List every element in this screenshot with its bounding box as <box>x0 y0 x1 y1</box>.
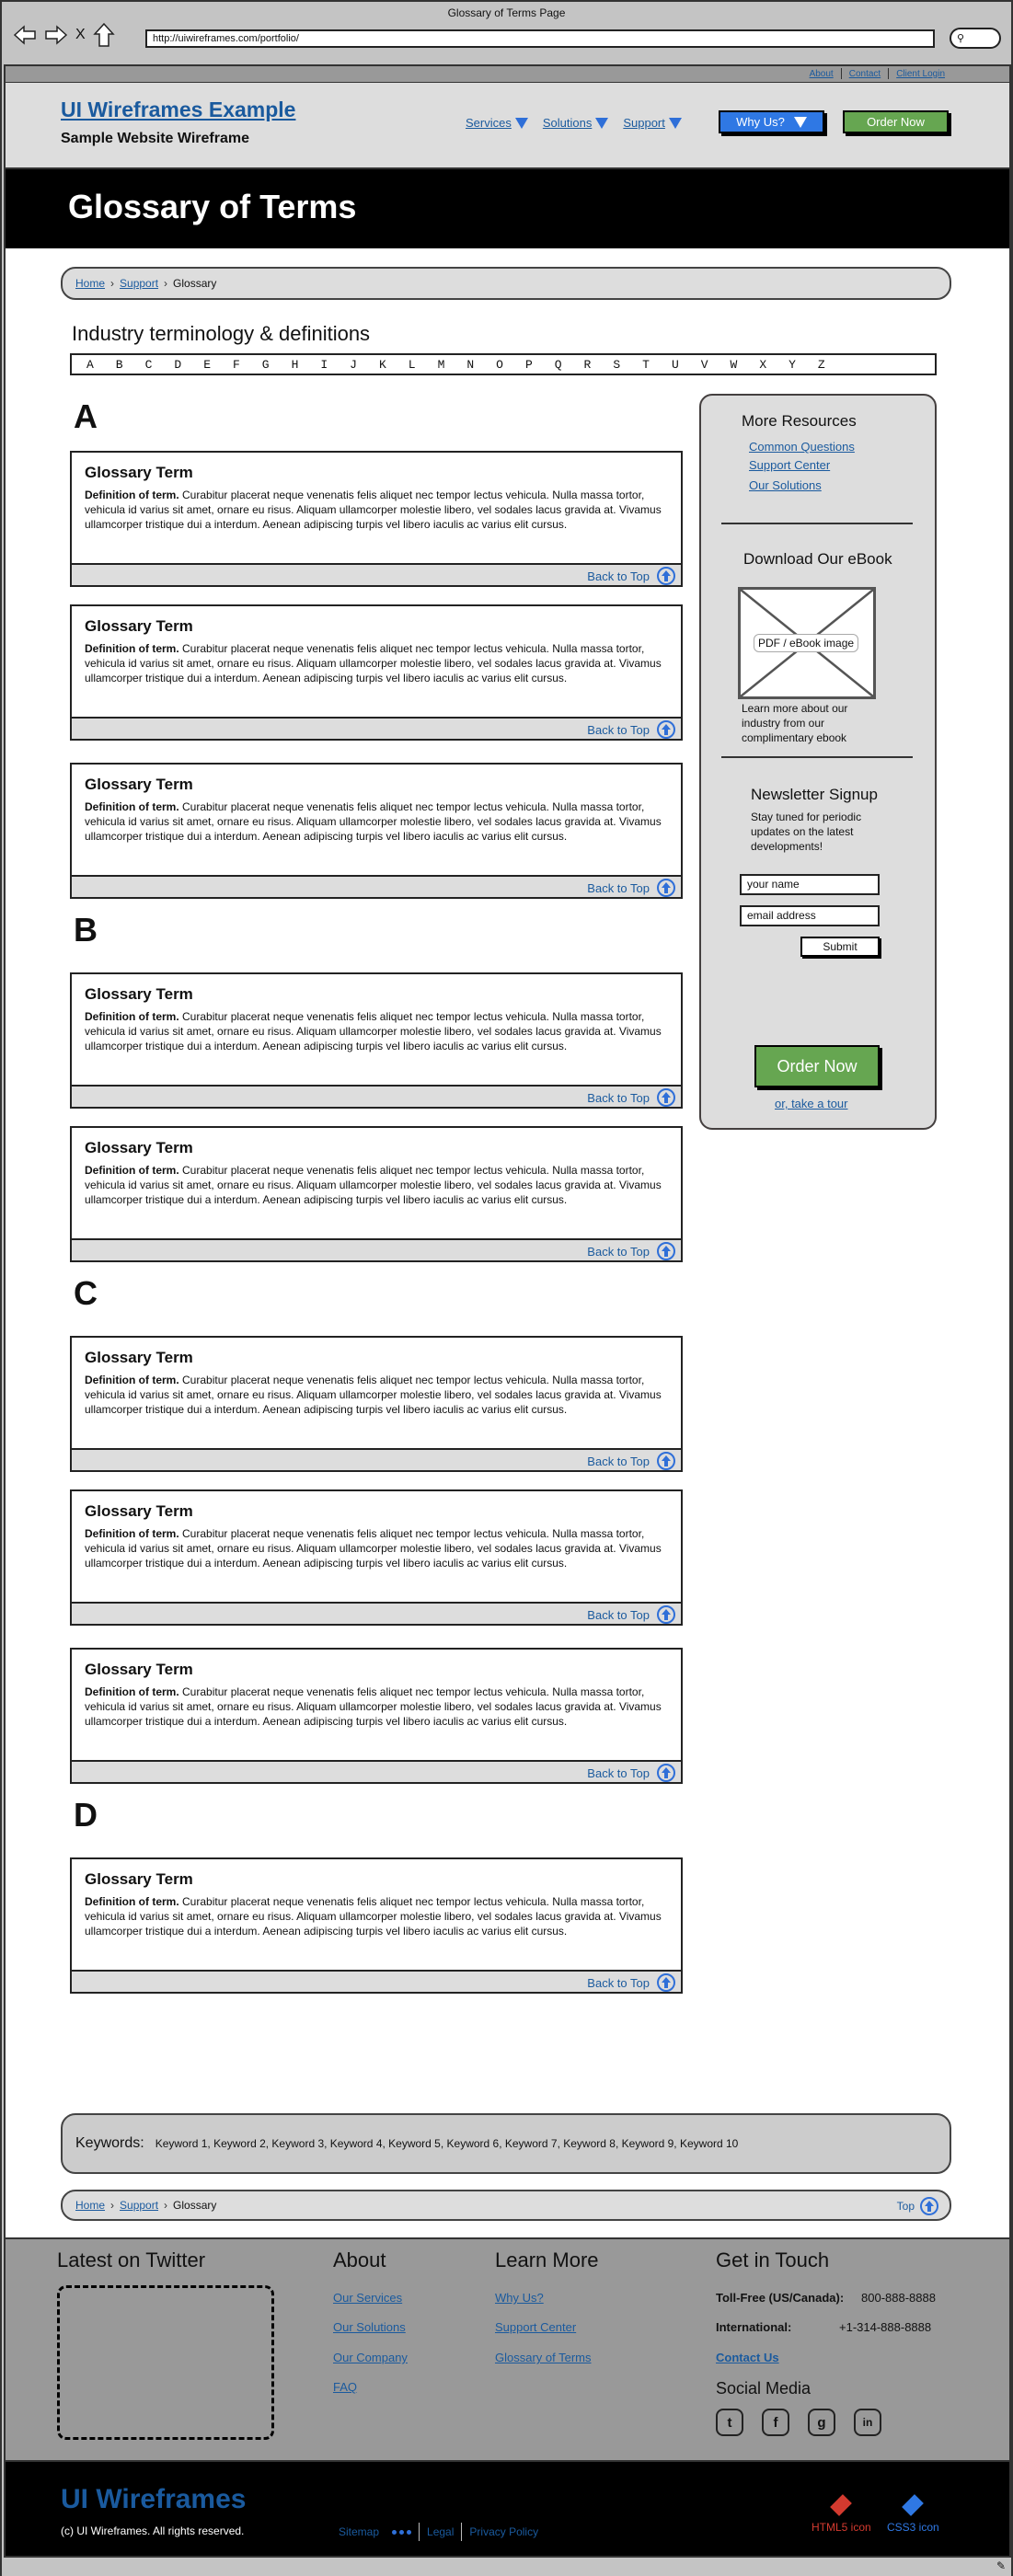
divider <box>841 68 842 79</box>
definition-label: Definition of term. <box>85 1685 179 1698</box>
term-definition <box>85 1894 673 1938</box>
alphabet-link-h[interactable]: H <box>291 357 299 372</box>
term-title: Glossary Term <box>85 464 193 481</box>
breadcrumb-home[interactable]: Home <box>75 277 106 290</box>
back-to-top-label: Back to Top <box>587 1765 650 1780</box>
term-title: Glossary Term <box>85 1502 193 1520</box>
card-footer <box>70 1602 683 1626</box>
browser-status-bar <box>2 2558 1011 2576</box>
back-to-top-link[interactable] <box>587 720 675 739</box>
divider <box>721 523 913 524</box>
section-letter-b: B <box>74 911 98 949</box>
sitemap-link[interactable]: Sitemap <box>339 2525 380 2538</box>
bottom-bar <box>6 2460 1009 2556</box>
section-letter-a: A <box>74 397 98 435</box>
glossary-card <box>70 1857 683 1994</box>
definition-label: Definition of term. <box>85 1374 179 1386</box>
html5-label: HTML5 icon <box>812 2521 871 2534</box>
utility-links <box>810 68 945 79</box>
back-to-top-label: Back to Top <box>587 880 650 895</box>
forward-arrow-icon[interactable] <box>44 24 68 46</box>
alphabet-link-w[interactable]: W <box>730 357 738 372</box>
order-now-button[interactable]: Order Now <box>843 110 949 133</box>
privacy-policy-link[interactable]: Privacy Policy <box>469 2525 539 2538</box>
arrow-up-icon <box>657 1452 675 1470</box>
alphabet-link-q[interactable]: Q <box>554 357 562 372</box>
alphabet-link-y[interactable]: Y <box>789 357 796 372</box>
ebook-image-label: PDF / eBook image <box>754 634 858 652</box>
social-icons <box>716 2409 881 2436</box>
css3-label: CSS3 icon <box>887 2521 939 2534</box>
utility-bar <box>6 66 1009 83</box>
keywords-label: Keywords: <box>75 2135 144 2151</box>
alphabet-link-g[interactable]: G <box>261 357 270 372</box>
term-definition <box>85 1526 673 1570</box>
resource-link-our-solutions[interactable]: Our Solutions <box>749 478 822 492</box>
arrow-up-icon <box>657 879 675 897</box>
definition-text: Curabitur placerat neque venenatis felis aliquet nec tempor lectus vehicula. Nulla massa tortor, vehicula id varius sit amet, ornare eu risus. Aliquam ullamcorper molestie libero, vel sodales lacus gravida at. Vivamus ullamcorper tristique dui a interdum. Aenean adipiscing turpis vel libero iaculis ac varius elit cursus. <box>85 642 662 684</box>
alphabet-link-x[interactable]: X <box>759 357 767 372</box>
breadcrumb-support[interactable]: Support <box>120 2199 159 2212</box>
site-tagline: Sample Website Wireframe <box>61 131 249 146</box>
international-label: International: <box>716 2320 792 2334</box>
legal-link[interactable]: Legal <box>427 2525 455 2538</box>
back-to-top-label: Back to Top <box>587 1607 650 1622</box>
arrow-up-icon <box>657 567 675 585</box>
alphabet-link-z[interactable]: Z <box>817 357 825 372</box>
divider <box>721 756 913 758</box>
back-to-top-link[interactable] <box>587 567 675 585</box>
browser-nav <box>13 22 115 48</box>
more-dots-icon <box>392 2530 411 2535</box>
term-title: Glossary Term <box>85 1139 193 1156</box>
arrow-up-icon <box>657 1242 675 1260</box>
main-nav <box>466 116 682 130</box>
ebook-image-placeholder[interactable] <box>738 587 876 699</box>
definition-text: Curabitur placerat neque venenatis felis aliquet nec tempor lectus vehicula. Nulla massa tortor, vehicula id varius sit amet, ornare eu risus. Aliquam ullamcorper molestie libero, vel sodales lacus gravida at. Vivamus ullamcorper tristique dui a interdum. Aenean adipiscing turpis vel libero iaculis ac varius elit cursus. <box>85 1010 662 1052</box>
card-footer <box>70 717 683 741</box>
why-us-label: Why Us? <box>736 115 785 129</box>
url-input[interactable]: http://uiwireframes.com/portfolio/ <box>145 29 935 48</box>
glossary-card <box>70 1648 683 1784</box>
arrow-up-icon <box>657 1088 675 1107</box>
glossary-card <box>70 763 683 899</box>
utility-link-client-login[interactable]: Client Login <box>896 68 945 79</box>
keywords-list: Keyword 1, Keyword 2, Keyword 3, Keyword 4, Keyword 5, Keyword 6, Keyword 7, Keyword 8, Keyword 9, Keyword 10 <box>155 2137 739 2150</box>
back-to-top-link[interactable] <box>587 1973 675 1992</box>
breadcrumb-home[interactable]: Home <box>75 2199 106 2212</box>
glossary-card <box>70 1489 683 1626</box>
chevron-right-icon: › <box>164 277 168 290</box>
breadcrumb-current: Glossary <box>173 277 217 290</box>
browser-search[interactable] <box>950 28 1001 49</box>
newsletter-description: Stay tuned for periodic updates on the latest developments! <box>751 811 862 853</box>
learn-more-title: Learn More <box>495 2248 599 2271</box>
css3-badge <box>887 2499 939 2534</box>
glossary-card <box>70 1126 683 1262</box>
alphabet-link-b[interactable]: B <box>115 357 123 372</box>
international-number: +1-314-888-8888 <box>839 2320 932 2334</box>
footer-link-support-center[interactable]: Support Center <box>495 2320 577 2334</box>
term-definition <box>85 1685 673 1729</box>
alphabet-link-r[interactable]: R <box>583 357 592 372</box>
term-definition <box>85 641 673 685</box>
back-to-top-label: Back to Top <box>587 1454 650 1468</box>
alphabet-link-l[interactable]: L <box>408 357 416 372</box>
definition-text: Curabitur placerat neque venenatis felis aliquet nec tempor lectus vehicula. Nulla massa tortor, vehicula id varius sit amet, ornare eu risus. Aliquam ullamcorper molestie libero, vel sodales lacus gravida at. Vivamus ullamcorper tristique dui a interdum. Aenean adipiscing turpis vel libero iaculis ac varius elit cursus. <box>85 1527 662 1570</box>
term-definition <box>85 1009 673 1053</box>
html5-badge <box>812 2499 871 2534</box>
back-to-top-label: Back to Top <box>587 569 650 583</box>
utility-link-about[interactable]: About <box>809 68 834 79</box>
copyright: (c) UI Wireframes. All rights reserved. <box>61 2524 245 2537</box>
arrow-up-icon <box>657 720 675 739</box>
newsletter-submit-button[interactable]: Submit <box>800 937 880 957</box>
sidebar <box>699 394 937 1130</box>
card-footer <box>70 563 683 587</box>
term-definition <box>85 1373 673 1417</box>
ebook-title: Download Our eBook <box>743 550 892 568</box>
card-footer <box>70 1085 683 1109</box>
alphabet-link-p[interactable]: P <box>524 357 533 372</box>
sidebar-order-now-button[interactable]: Order Now <box>754 1045 880 1087</box>
breadcrumb-current: Glossary <box>173 2199 217 2212</box>
contact-us-link[interactable]: Contact Us <box>716 2351 779 2364</box>
definition-text: Curabitur placerat neque venenatis felis aliquet nec tempor lectus vehicula. Nulla massa tortor, vehicula id varius sit amet, ornare eu risus. Aliquam ullamcorper molestie libero, vel sodales lacus gravida at. Vivamus ullamcorper tristique dui a interdum. Aenean adipiscing turpis vel libero iaculis ac varius elit cursus. <box>85 800 662 843</box>
card-footer <box>70 1760 683 1784</box>
name-input[interactable]: your name <box>740 874 880 895</box>
twitter-feed-placeholder <box>57 2285 274 2440</box>
definition-text: Curabitur placerat neque venenatis felis aliquet nec tempor lectus vehicula. Nulla massa tortor, vehicula id varius sit amet, ornare eu risus. Aliquam ullamcorper molestie libero, vel sodales lacus gravida at. Vivamus ullamcorper tristique dui a interdum. Aenean adipiscing turpis vel libero iaculis ac varius elit cursus. <box>85 1685 662 1728</box>
email-input[interactable]: email address <box>740 905 880 926</box>
bottom-links <box>339 2523 538 2541</box>
back-to-top-label: Back to Top <box>587 1975 650 1990</box>
resize-grip-icon[interactable]: ✎ <box>996 2559 1006 2572</box>
keywords-box <box>61 2113 951 2174</box>
newsletter-title: Newsletter Signup <box>751 786 878 803</box>
alphabet-link-j[interactable]: J <box>350 357 357 372</box>
nav-services-label[interactable]: Services <box>466 116 512 130</box>
footer-link-our-solutions[interactable]: Our Solutions <box>333 2320 406 2334</box>
term-definition <box>85 1163 673 1207</box>
resource-link-support-center[interactable]: Support Center <box>749 458 831 472</box>
definition-label: Definition of term. <box>85 642 179 655</box>
tollfree-label: Toll-Free (US/Canada): <box>716 2291 845 2305</box>
definition-text: Curabitur placerat neque venenatis felis aliquet nec tempor lectus vehicula. Nulla massa tortor, vehicula id varius sit amet, ornare eu risus. Aliquam ullamcorper molestie libero, vel sodales lacus gravida at. Vivamus ullamcorper tristique dui a interdum. Aenean adipiscing turpis vel libero iaculis ac varius elit cursus. <box>85 1374 662 1416</box>
take-a-tour-link[interactable]: or, take a tour <box>775 1097 848 1110</box>
top-label: Top <box>896 2200 915 2213</box>
alphabet-link-o[interactable]: O <box>496 357 503 372</box>
divider <box>888 68 889 79</box>
web-page <box>4 64 1011 2558</box>
term-definition <box>85 799 673 844</box>
definition-text: Curabitur placerat neque venenatis felis aliquet nec tempor lectus vehicula. Nulla massa tortor, vehicula id varius sit amet, ornare eu risus. Aliquam ullamcorper molestie libero, vel sodales lacus gravida at. Vivamus ullamcorper tristique dui a interdum. Aenean adipiscing turpis vel libero iaculis ac varius elit cursus. <box>85 1164 662 1206</box>
alphabet-link-k[interactable]: K <box>378 357 386 372</box>
site-logo-link[interactable]: UI Wireframes Example <box>61 98 296 121</box>
chevron-right-icon: › <box>110 277 115 290</box>
definition-label: Definition of term. <box>85 1164 179 1177</box>
arrow-up-icon <box>920 2197 938 2215</box>
search-icon: ⚲ <box>957 33 965 44</box>
dropdown-arrow-icon <box>794 117 807 128</box>
footer-link-faq[interactable]: FAQ <box>333 2380 358 2394</box>
definition-text: Curabitur placerat neque venenatis felis aliquet nec tempor lectus vehicula. Nulla massa tortor, vehicula id varius sit amet, ornare eu risus. Aliquam ullamcorper molestie libero, vel sodales lacus gravida at. Vivamus ullamcorper tristique dui a interdum. Aenean adipiscing turpis vel libero iaculis ac varius elit cursus. <box>85 489 662 531</box>
definition-label: Definition of term. <box>85 489 179 501</box>
nav-support-label[interactable]: Support <box>623 116 665 130</box>
contact-title: Get in Touch <box>716 2248 830 2271</box>
dropdown-arrow-icon <box>515 118 528 129</box>
footer-logo: UI Wireframes <box>61 2484 247 2514</box>
css3-icon <box>902 2494 924 2516</box>
alphabet-link-i[interactable]: I <box>320 357 328 372</box>
card-footer <box>70 1970 683 1994</box>
arrow-up-icon <box>657 1605 675 1624</box>
definition-label: Definition of term. <box>85 1010 179 1023</box>
ebook-description: Learn more about our industry from our complimentary ebook <box>742 702 848 744</box>
bottom-breadcrumb <box>61 2190 951 2221</box>
why-us-button[interactable] <box>719 110 824 133</box>
alphabet-link-m[interactable]: M <box>437 357 445 372</box>
nav-support[interactable] <box>623 116 682 130</box>
html5-icon <box>830 2494 852 2516</box>
footer-link-our-company[interactable]: Our Company <box>333 2351 408 2364</box>
glossary-card <box>70 1336 683 1472</box>
nav-solutions[interactable] <box>543 116 608 130</box>
card-footer <box>70 875 683 899</box>
social-media-title: Social Media <box>716 2379 812 2398</box>
chevron-right-icon: › <box>164 2199 168 2212</box>
divider <box>461 2523 462 2541</box>
term-title: Glossary Term <box>85 1349 193 1366</box>
back-to-top-link[interactable] <box>587 1088 675 1107</box>
section-letter-c: C <box>74 1274 98 1312</box>
back-to-top-label: Back to Top <box>587 1244 650 1259</box>
footer-link-glossary[interactable]: Glossary of Terms <box>495 2351 592 2364</box>
home-icon[interactable] <box>93 22 115 48</box>
page-title: Glossary of Terms <box>68 188 357 225</box>
back-to-top-link[interactable] <box>897 2197 938 2215</box>
facebook-icon[interactable]: f <box>762 2409 789 2436</box>
back-arrow-icon[interactable] <box>13 24 37 46</box>
glossary-card <box>70 972 683 1109</box>
chevron-right-icon: › <box>110 2199 115 2212</box>
alphabet-link-t[interactable]: T <box>642 357 650 372</box>
definition-label: Definition of term. <box>85 800 179 813</box>
hero-banner <box>6 169 1009 248</box>
dropdown-arrow-icon <box>595 118 608 129</box>
footer-link-why-us[interactable]: Why Us? <box>495 2291 544 2305</box>
section-letter-d: D <box>74 1796 98 1834</box>
card-footer <box>70 1448 683 1472</box>
back-to-top-label: Back to Top <box>587 722 650 737</box>
breadcrumb-support[interactable]: Support <box>120 277 159 290</box>
back-to-top-link[interactable] <box>587 1605 675 1624</box>
term-title: Glossary Term <box>85 1661 193 1678</box>
alphabet-link-n[interactable]: N <box>466 357 475 372</box>
divider <box>419 2523 420 2541</box>
about-title: About <box>333 2248 386 2271</box>
back-to-top-link[interactable] <box>587 1452 675 1470</box>
alphabet-link-v[interactable]: V <box>700 357 708 372</box>
section-subtitle: Industry terminology & definitions <box>72 322 371 345</box>
alphabet-index <box>70 353 937 375</box>
term-title: Glossary Term <box>85 617 193 635</box>
footer-link-our-services[interactable]: Our Services <box>333 2291 403 2305</box>
twitter-title: Latest on Twitter <box>57 2248 206 2271</box>
definition-label: Definition of term. <box>85 1895 179 1908</box>
breadcrumb <box>61 267 951 300</box>
twitter-icon[interactable]: t <box>716 2409 743 2436</box>
term-title: Glossary Term <box>85 1870 193 1888</box>
window-title: Glossary of Terms Page <box>447 6 566 19</box>
definition-label: Definition of term. <box>85 1527 179 1540</box>
utility-link-contact[interactable]: Contact <box>848 68 881 79</box>
arrow-up-icon <box>657 1764 675 1782</box>
tollfree-number: 800-888-8888 <box>861 2291 936 2305</box>
back-to-top-link[interactable] <box>587 879 675 897</box>
alphabet-link-f[interactable]: F <box>232 357 240 372</box>
alphabet-link-c[interactable]: C <box>144 357 153 372</box>
back-to-top-link[interactable] <box>587 1764 675 1782</box>
resources-title: More Resources <box>742 412 857 430</box>
alphabet-link-a[interactable]: A <box>86 357 94 372</box>
glossary-card <box>70 604 683 741</box>
nav-services[interactable] <box>466 116 528 130</box>
resource-link-common-questions[interactable]: Common Questions <box>749 440 855 454</box>
nav-solutions-label[interactable]: Solutions <box>542 116 593 130</box>
stop-icon[interactable]: X <box>75 27 86 42</box>
alphabet-link-e[interactable]: E <box>203 357 211 372</box>
back-to-top-label: Back to Top <box>587 1090 650 1105</box>
dropdown-arrow-icon <box>669 118 682 129</box>
arrow-up-icon <box>657 1973 675 1992</box>
term-definition <box>85 488 673 532</box>
definition-text: Curabitur placerat neque venenatis felis aliquet nec tempor lectus vehicula. Nulla massa tortor, vehicula id varius sit amet, ornare eu risus. Aliquam ullamcorper molestie libero, vel sodales lacus gravida at. Vivamus ullamcorper tristique dui a interdum. Aenean adipiscing turpis vel libero iaculis ac varius elit cursus. <box>85 1895 662 1938</box>
site-header <box>6 83 1009 169</box>
alphabet-link-s[interactable]: S <box>613 357 621 372</box>
alphabet-link-u[interactable]: U <box>671 357 679 372</box>
glossary-card <box>70 451 683 587</box>
back-to-top-link[interactable] <box>587 1242 675 1260</box>
google-icon[interactable]: g <box>808 2409 835 2436</box>
card-footer <box>70 1238 683 1262</box>
linkedin-icon[interactable]: in <box>854 2409 881 2436</box>
site-footer <box>6 2237 1009 2460</box>
term-title: Glossary Term <box>85 776 193 793</box>
term-title: Glossary Term <box>85 985 193 1003</box>
alphabet-link-d[interactable]: D <box>174 357 182 372</box>
